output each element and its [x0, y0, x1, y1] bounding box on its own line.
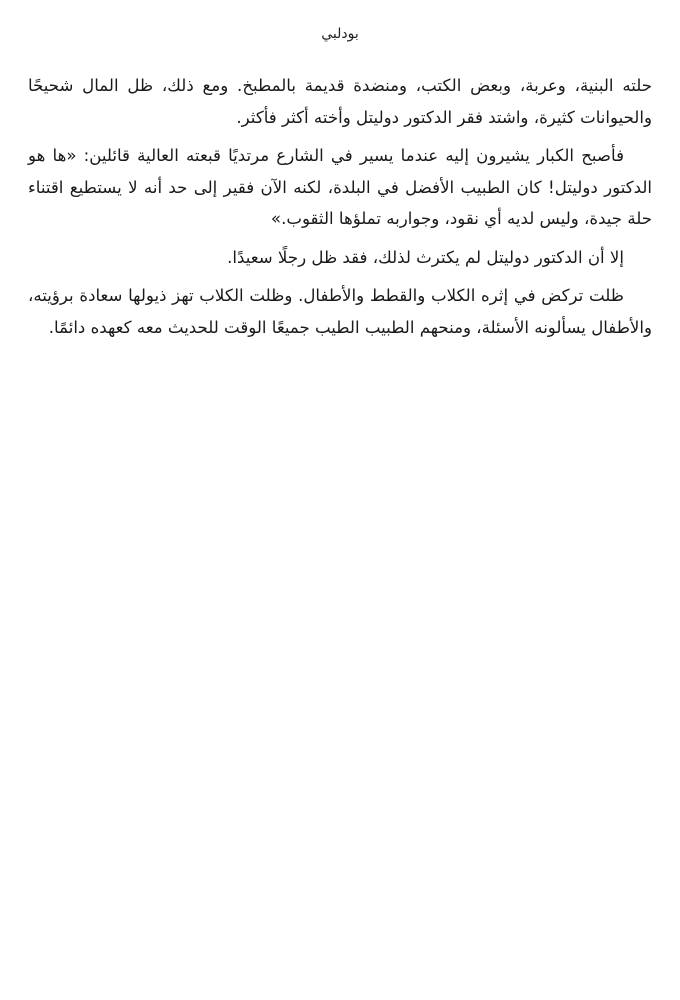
running-header: بودلبي — [321, 26, 359, 42]
paragraph-3: إلا أن الدكتور دوليتل لم يكترث لذلك، فقد ظل رجلًا سعيدًا. — [227, 247, 624, 267]
paragraph-1: حلته البنية، وعربة، وبعض الكتب، ومنضدة قديمة بالمطبخ. ومع ذلك، ظل المال شحيحًا والحيوانات كثيرة، واشتد فقر الدكتور دوليتل وأخته أكثر فأكثر. — [28, 76, 652, 127]
paragraph-4: ظلت تركض في إثره الكلاب والقطط والأطفال. وظلت الكلاب تهز ذيولها سعادة برؤيته، والأطفال يسألونه الأسئلة، ومنحهم الطبيب الطيب جميعًا الوقت للحديث معه كعهده دائمًا. — [28, 286, 652, 337]
body-text — [28, 70, 652, 343]
book-page — [28, 0, 652, 350]
paragraph-2: فأصبح الكبار يشيرون إليه عندما يسير في الشارع مرتديًا قبعته العالية قائلين: «ها هو الدكتور دوليتل! كان الطبيب الأفضل في البلدة، لكنه الآن فقير إلى حد أنه لا يستطيع اقتناء حلة جيدة، وليس لديه أي نقود، وجواربه تملؤها الثقوب.» — [28, 146, 652, 228]
